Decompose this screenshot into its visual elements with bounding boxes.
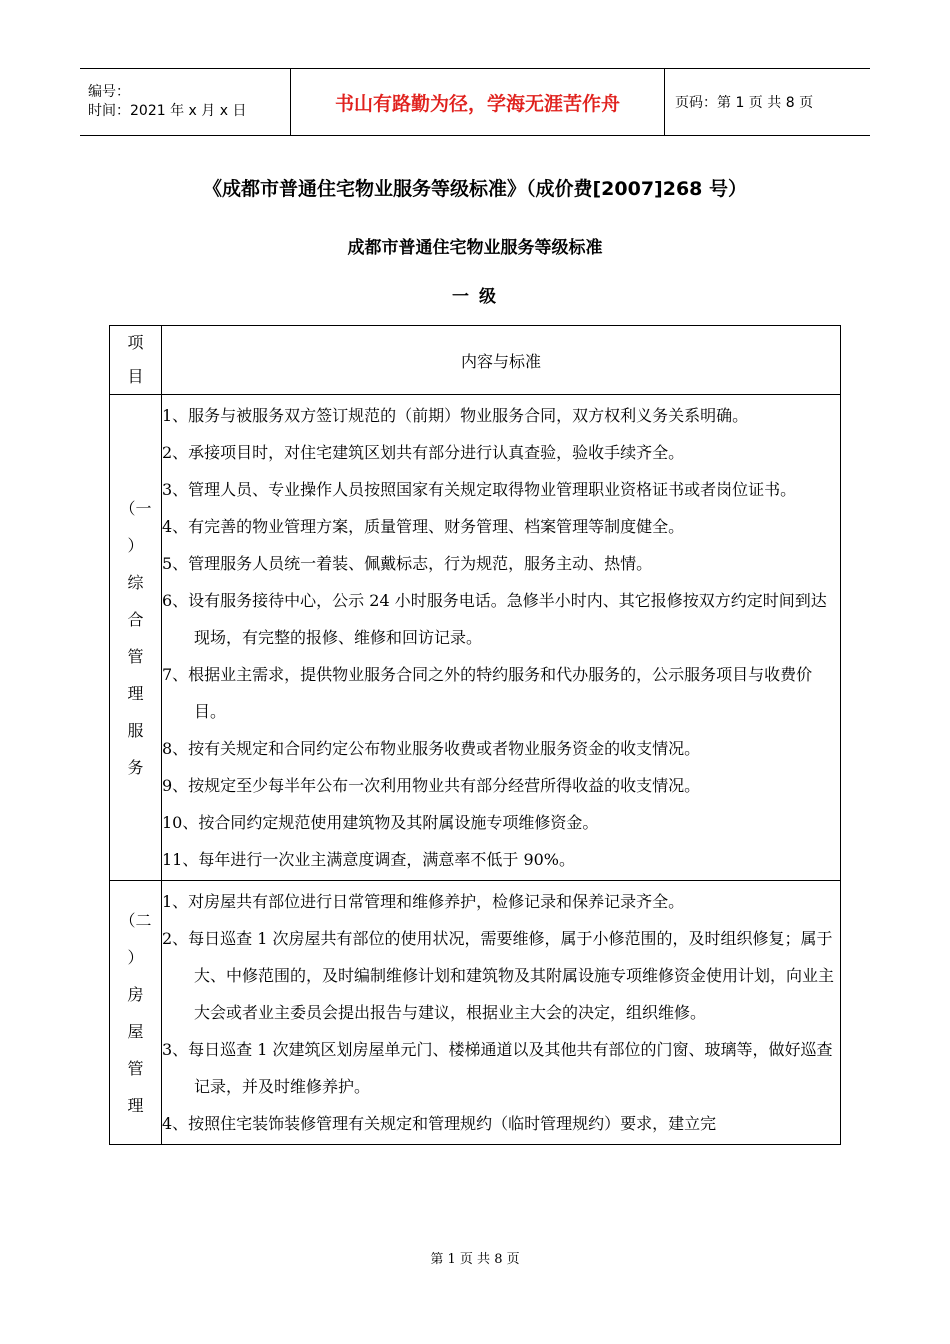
- list-item: 3、管理人员、专业操作人员按照国家有关规定取得物业管理职业资格证书或者岗位证书。: [162, 480, 797, 499]
- section-label-char: 综: [127, 572, 144, 592]
- section-label-char: 合: [127, 609, 144, 629]
- column-header-item-char: 项: [127, 333, 144, 352]
- list-item: 8、按有关规定和合同约定公布物业服务收费或者物业服务资金的收支情况。: [162, 739, 701, 758]
- document-date-label: 时间：2021 年 x 月 x 日: [88, 103, 247, 119]
- section-label-char: 屋: [127, 1021, 144, 1041]
- section-label-char: 务: [127, 757, 144, 777]
- list-item: 3、每日巡查 1 次建筑区划房屋单元门、楼梯通道以及其他共有部位的门窗、玻璃等，做好巡查记录，并及时维修养护。: [162, 1040, 833, 1096]
- section-label-char: （二: [119, 910, 152, 930]
- header-meta: [80, 69, 291, 136]
- list-item: 4、按照住宅装饰装修管理有关规定和管理规约（临时管理规约）要求，建立完: [162, 1114, 717, 1133]
- table-row: [110, 881, 841, 1145]
- list-item: 4、有完善的物业管理方案，质量管理、财务管理、档案管理等制度健全。: [162, 517, 685, 536]
- section-label-char: 管: [127, 646, 144, 666]
- document-level: 一 级: [452, 287, 498, 307]
- section-items-housing-management: [162, 881, 841, 1145]
- section-label-general-management: [110, 395, 162, 881]
- list-item: 9、按规定至少每半年公布一次利用物业共有部分经营所得收益的收支情况。: [162, 776, 701, 795]
- list-item: 2、承接项目时，对住宅建筑区划共有部分进行认真查验，验收手续齐全。: [162, 443, 685, 462]
- section-label-char: 理: [127, 1095, 144, 1115]
- column-header-item-char: 目: [127, 367, 144, 386]
- section-label-char: 理: [127, 683, 144, 703]
- section-label-char: 房: [127, 984, 144, 1004]
- list-item: 2、每日巡查 1 次房屋共有部位的使用状况，需要维修，属于小修范围的，及时组织修复；属于大、中修范围的，及时编制维修计划和建筑物及其附属设施专项维修资金使用计划，向业主大会或者业主委员会提出报告与建议，根据业主大会的决定，组织维修。: [162, 929, 835, 1022]
- document-header: [80, 68, 870, 136]
- section-label-housing-management: [110, 881, 162, 1145]
- list-item: 1、服务与被服务双方签订规范的（前期）物业服务合同，双方权利义务关系明确。: [162, 406, 749, 425]
- section-label-char: （一: [119, 498, 152, 518]
- column-header-item: [110, 326, 162, 395]
- list-item: 7、根据业主需求，提供物业服务合同之外的特约服务和代办服务的，公示服务项目与收费价目。: [162, 665, 813, 721]
- section-label-char: 管: [127, 1058, 144, 1078]
- header-motto: 书山有路勤为径，学海无涯苦作舟: [291, 69, 665, 136]
- section-label-char: 服: [127, 720, 144, 740]
- list-item: 10、按合同约定规范使用建筑物及其附属设施专项维修资金。: [162, 813, 599, 832]
- document-subtitle: 成都市普通住宅物业服务等级标准: [347, 238, 603, 258]
- list-item: 1、对房屋共有部位进行日常管理和维修养护，检修记录和保养记录齐全。: [162, 892, 685, 911]
- standards-table: [109, 325, 841, 1145]
- section-items-general-management: [162, 395, 841, 881]
- section-label-char: ）: [127, 947, 144, 967]
- column-header-content: 内容与标准: [162, 326, 841, 395]
- list-item: 11、每年进行一次业主满意度调查，满意率不低于 90%。: [162, 850, 576, 869]
- table-header-row: [110, 326, 841, 395]
- section-label-char: ）: [127, 535, 144, 555]
- document-number-label: 编号：: [88, 84, 130, 100]
- document-title: 《成都市普通住宅物业服务等级标准》（成价费[2007]268 号）: [202, 178, 748, 200]
- list-item: 5、管理服务人员统一着装、佩戴标志，行为规范，服务主动、热情。: [162, 554, 653, 573]
- page-footer: 第 1 页 共 8 页: [430, 1252, 520, 1267]
- list-item: 6、设有服务接待中心，公示 24 小时服务电话。急修半小时内、其它报修按双方约定时间到达现场，有完整的报修、维修和回访记录。: [162, 591, 827, 647]
- header-page-info: 页码：第 1 页 共 8 页: [675, 95, 814, 111]
- table-row: [110, 395, 841, 881]
